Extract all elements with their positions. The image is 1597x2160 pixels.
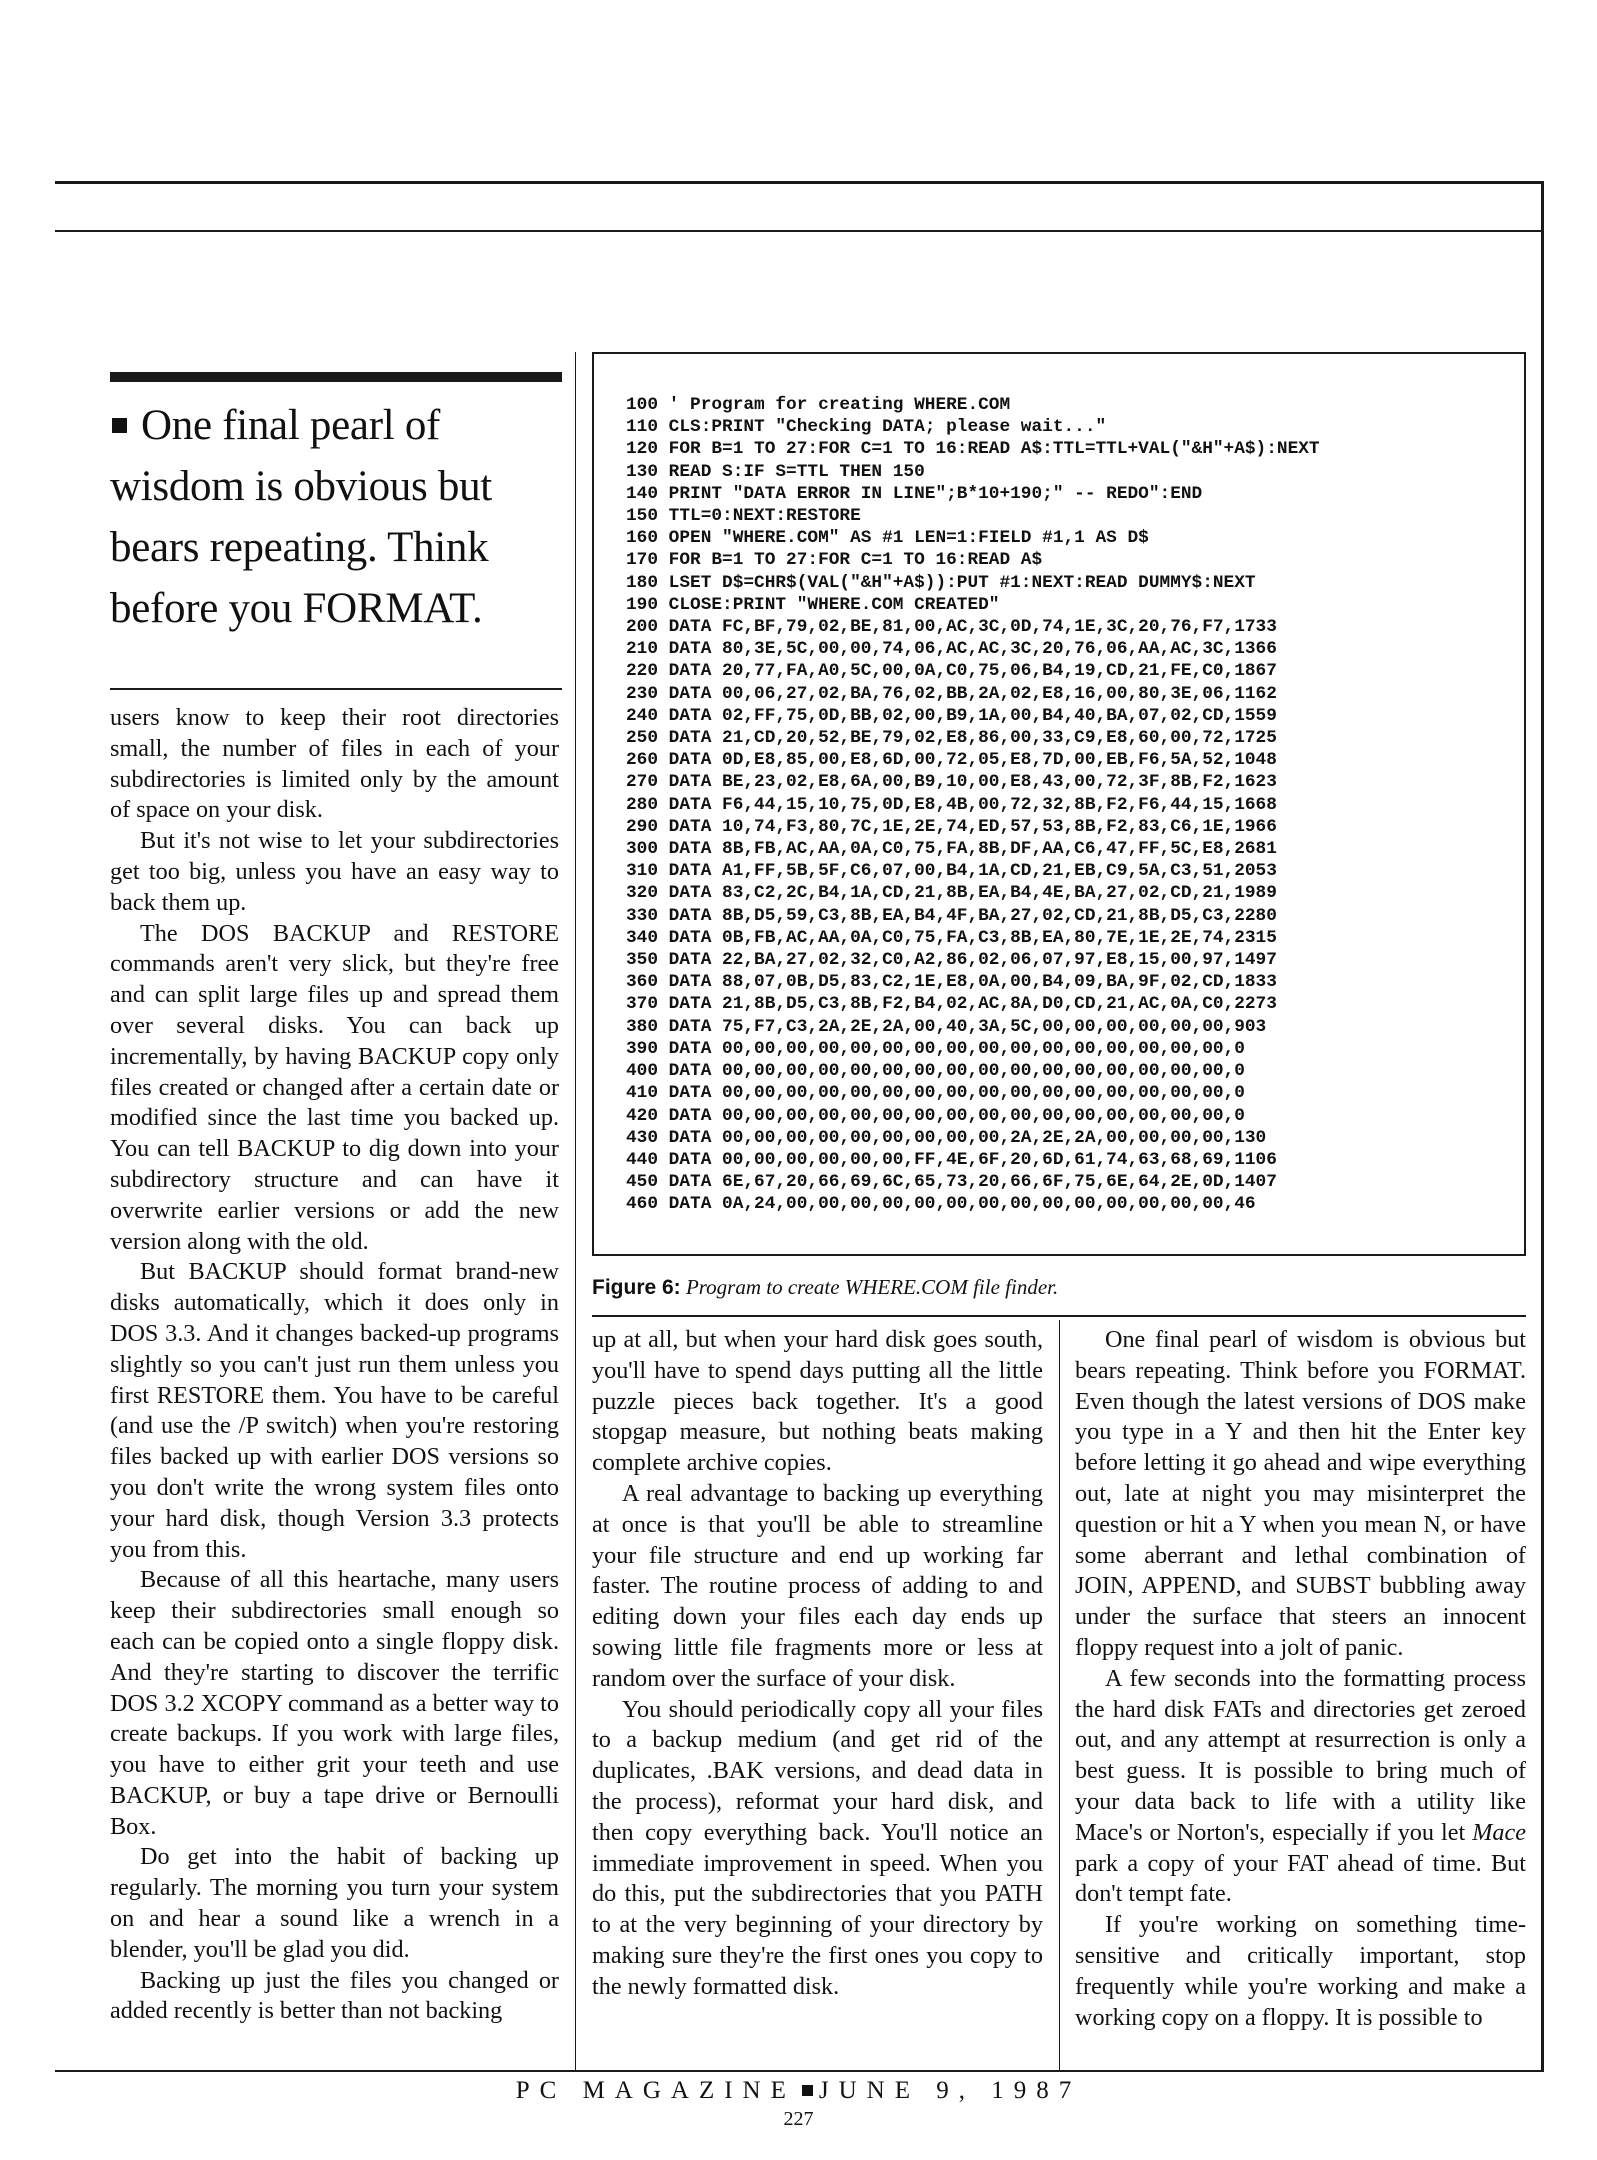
pull-quote-top-rule <box>110 372 562 382</box>
right-edge-rule <box>1541 181 1544 2071</box>
page-number: 227 <box>783 2108 814 2130</box>
emphasis-text: Mace <box>1472 1818 1526 1846</box>
column-middle <box>592 1325 1043 2003</box>
caption-rule <box>592 1315 1526 1317</box>
caption-label: Figure 6: <box>592 1276 681 1299</box>
figure-caption <box>592 1275 1058 1300</box>
magazine-name: PC MAGAZINE <box>515 2077 796 2104</box>
column-right <box>1075 1325 1526 2033</box>
paragraph-text: park a copy of your FAT ahead of time. But don't tempt fate. <box>1075 1849 1526 1908</box>
column-left <box>110 703 559 2027</box>
paragraph: Backing up just the files you changed or added recently is better than not backing <box>110 1966 559 2025</box>
paragraph: But BACKUP should format brand-new disks automatically, which it does only in DOS 3.3. And it changes backed-up programs slightly so you can't just run them unless you first RESTORE them. You have to be careful (and use the /P switch) when you're restoring files backed up with earlier DOS versions so you don't write the wrong system files onto your hard disk, though Version 3.3 protects you from this. <box>110 1258 559 1563</box>
paragraph: The DOS BACKUP and RESTORE commands aren't very slick, but they're free and can split large files up and spread them over several disks. You can back up incrementally, by having BACKUP copy only files created or changed after a certain date or modified since the last time you backed up. You can tell BACKUP to dig down into your subdirectory structure and can have it overwrite earlier versions or add the new version along with the old. <box>110 919 559 1255</box>
paragraph: users know to keep their root directories small, the number of files in each of your subdirectories is limited only by the amount of space on your disk. <box>110 704 559 824</box>
square-bullet-icon <box>112 418 127 433</box>
caption-text: Program to create WHERE.COM file finder. <box>685 1275 1059 1299</box>
square-separator-icon <box>802 2085 813 2096</box>
column-divider-right <box>1059 1320 1060 2070</box>
column-divider-left <box>575 352 576 2070</box>
pull-quote <box>110 395 560 639</box>
top-rule <box>55 181 1543 184</box>
paragraph: up at all, but when your hard disk goes south, you'll have to spend days putting all the little puzzle pieces back together. It's a good stopgap measure, but nothing beats making complete archive copies. <box>592 1326 1043 1477</box>
pull-quote-bottom-rule <box>110 688 562 690</box>
running-footer <box>0 2077 1597 2105</box>
issue-date: JUNE 9, 1987 <box>818 2077 1082 2104</box>
footer-rule <box>55 2070 1544 2072</box>
header-rule <box>55 230 1543 232</box>
paragraph: Do get into the habit of backing up regularly. The morning you turn your system on and hear a sound like a wrench in a blender, you'll be glad you did. <box>110 1843 559 1963</box>
code-listing: 100 ' Program for creating WHERE.COM 110 CLS:PRINT "Checking DATA; please wait..." 120 FOR B=1 TO 27:FOR C=1 TO 16:READ A$:TTL=TTL+VAL("&H"+A$):NEXT 130 READ S:IF S=TTL THEN 150 140 PRINT "DATA ERROR IN LINE";B*10+190;" -- REDO":END 150 TTL=0:NEXT:RESTORE 160 OPEN "WHERE.COM" AS #1 LEN=1:FIELD #1,1 AS D$ 170 FOR B=1 TO 27:FOR C=1 TO 16:READ A$ 180 LSET D$=CHR$(VAL("&H"+A$)):PUT #1:NEXT:READ DUMMY$:NEXT 190 CLOSE:PRINT "WHERE.COM CREATED" 200 DATA FC,BF,79,02,BE,81,00,AC,3C,0D,74,1E,3C,20,76,F7,1733 210 DATA 80,3E,5C,00,00,74,06,AC,AC,3C,20,76,06,AA,AC,3C,1366 220 DATA 20,77,FA,A0,5C,00,0A,C0,75,06,B4,19,CD,21,FE,C0,1867 230 DATA 00,06,27,02,BA,76,02,BB,2A,02,E8,16,00,80,3E,06,1162 240 DATA 02,FF,75,0D,BB,02,00,B9,1A,00,B4,40,BA,07,02,CD,1559 250 DATA 21,CD,20,52,BE,79,02,E8,86,00,33,C9,E8,60,00,72,1725 260 DATA 0D,E8,85,00,E8,6D,00,72,05,E8,7D,00,EB,F6,5A,52,1048 270 DATA BE,23,02,E8,6A,00,B9,10,00,E8,43,00,72,3F,8B,F2,1623 280 DATA F6,44,15,10,75,0D,E8,4B,00,72,32,8B,F2,F6,44,15,1668 290 DATA 10,74,F3,80,7C,1E,2E,74,ED,57,53,8B,F2,83,C6,1E,1966 300 DATA 8B,FB,AC,AA,0A,C0,75,FA,8B,DF,AA,C6,47,FF,5C,E8,2681 310 DATA A1,FF,5B,5F,C6,07,00,B4,1A,CD,21,EB,C9,5A,C3,51,2053 320 DATA 83,C2,2C,B4,1A,CD,21,8B,EA,B4,4E,BA,27,02,CD,21,1989 330 DATA 8B,D5,59,C3,8B,EA,B4,4F,BA,27,02,CD,21,8B,D5,C3,2280 340 DATA 0B,FB,AC,AA,0A,C0,75,FA,C3,8B,EA,80,7E,1E,2E,74,2315 350 DATA 22,BA,27,02,32,C0,A2,86,02,06,07,97,E8,15,00,97,1497 360 DATA 88,07,0B,D5,83,C2,1E,E8,0A,00,B4,09,BA,9F,02,CD,1833 370 DATA 21,8B,D5,C3,8B,F2,B4,02,AC,8A,D0,CD,21,AC,0A,C0,2273 380 DATA 75,F7,C3,2A,2E,2A,00,40,3A,5C,00,00,00,00,00,00,903 390 DATA 00,00,00,00,00,00,00,00,00,00,00,00,00,00,00,00,0 400 DATA 00,00,00,00,00,00,00,00,00,00,00,00,00,00,00,00,0 410 DATA 00,00,00,00,00,00,00,00,00,00,00,00,00,00,00,00,0 420 DATA 00,00,00,00,00,00,00,00,00,00,00,00,00,00,00,00,0 430 DATA 00,00,00,00,00,00,00,00,00,2A,2E,2A,00,00,00,00,130 440 DATA 00,00,00,00,00,00,FF,4E,6F,20,6D,61,74,63,68,69,1106 450 DATA 6E,67,20,66,69,6C,65,73,20,66,6F,75,6E,64,2E,0D,1407 460 DATA 0A,24,00,00,00,00,00,00,00,00,00,00,00,00,00,00,46 <box>626 395 1320 1215</box>
pull-quote-text: One final pearl of wisdom is obvious but bears repeating. Think before you FORMAT. <box>110 402 492 632</box>
paragraph: A real advantage to backing up everything at once is that you'll be able to streamline your file structure and end up working far faster. The routine process of adding to and editing down your files each day ends up sowing little file fragments more or less at random over the surface of your disk. <box>592 1479 1043 1692</box>
paragraph: One final pearl of wisdom is obvious but bears repeating. Think before you FORMAT. Even though the latest versions of DOS make you type in a Y and then hit the Enter key before letting it go ahead and wipe everything out, late at night you may misinterpret the question or hit a Y when you mean N, or have some aberrant and lethal combination of JOIN, APPEND, and SUBST bubbling away under the surface that steers an innocent floppy request into a jolt of panic. <box>1075 1326 1526 1661</box>
code-listing-box <box>592 352 1526 1256</box>
paragraph <box>1075 1664 1526 1910</box>
paragraph: Because of all this heartache, many users keep their subdirectories small enough so each can be copied onto a single floppy disk. And they're starting to discover the terrific DOS 3.2 XCOPY command as a better way to create backups. If you work with large files, you have to either grit your teeth and use BACKUP, or buy a tape drive or Bernoulli Box. <box>110 1566 559 1840</box>
paragraph-text: A few seconds into the formatting process the hard disk FATs and directories get zeroed out, and any attempt at resurrection is only a best guess. It is possible to bring much of your data back to life with a utility like Mace's or Norton's, especially if you let <box>1075 1664 1526 1846</box>
paragraph: But it's not wise to let your subdirectories get too big, unless you have an easy way to back them up. <box>110 827 559 916</box>
paragraph: If you're working on something time-sensitive and critically important, stop frequently while you're working and make a working copy on a floppy. It is possible to <box>1075 1911 1526 2031</box>
paragraph: You should periodically copy all your files to a backup medium (and get rid of the duplicates, .BAK versions, and dead data in the process), reformat your hard disk, and then copy everything back. You'll notice an immediate improvement in speed. When you do this, put the subdirectories that you PATH to at the very beginning of your directory by making sure they're the first ones you copy to the newly formatted disk. <box>592 1695 1043 2000</box>
